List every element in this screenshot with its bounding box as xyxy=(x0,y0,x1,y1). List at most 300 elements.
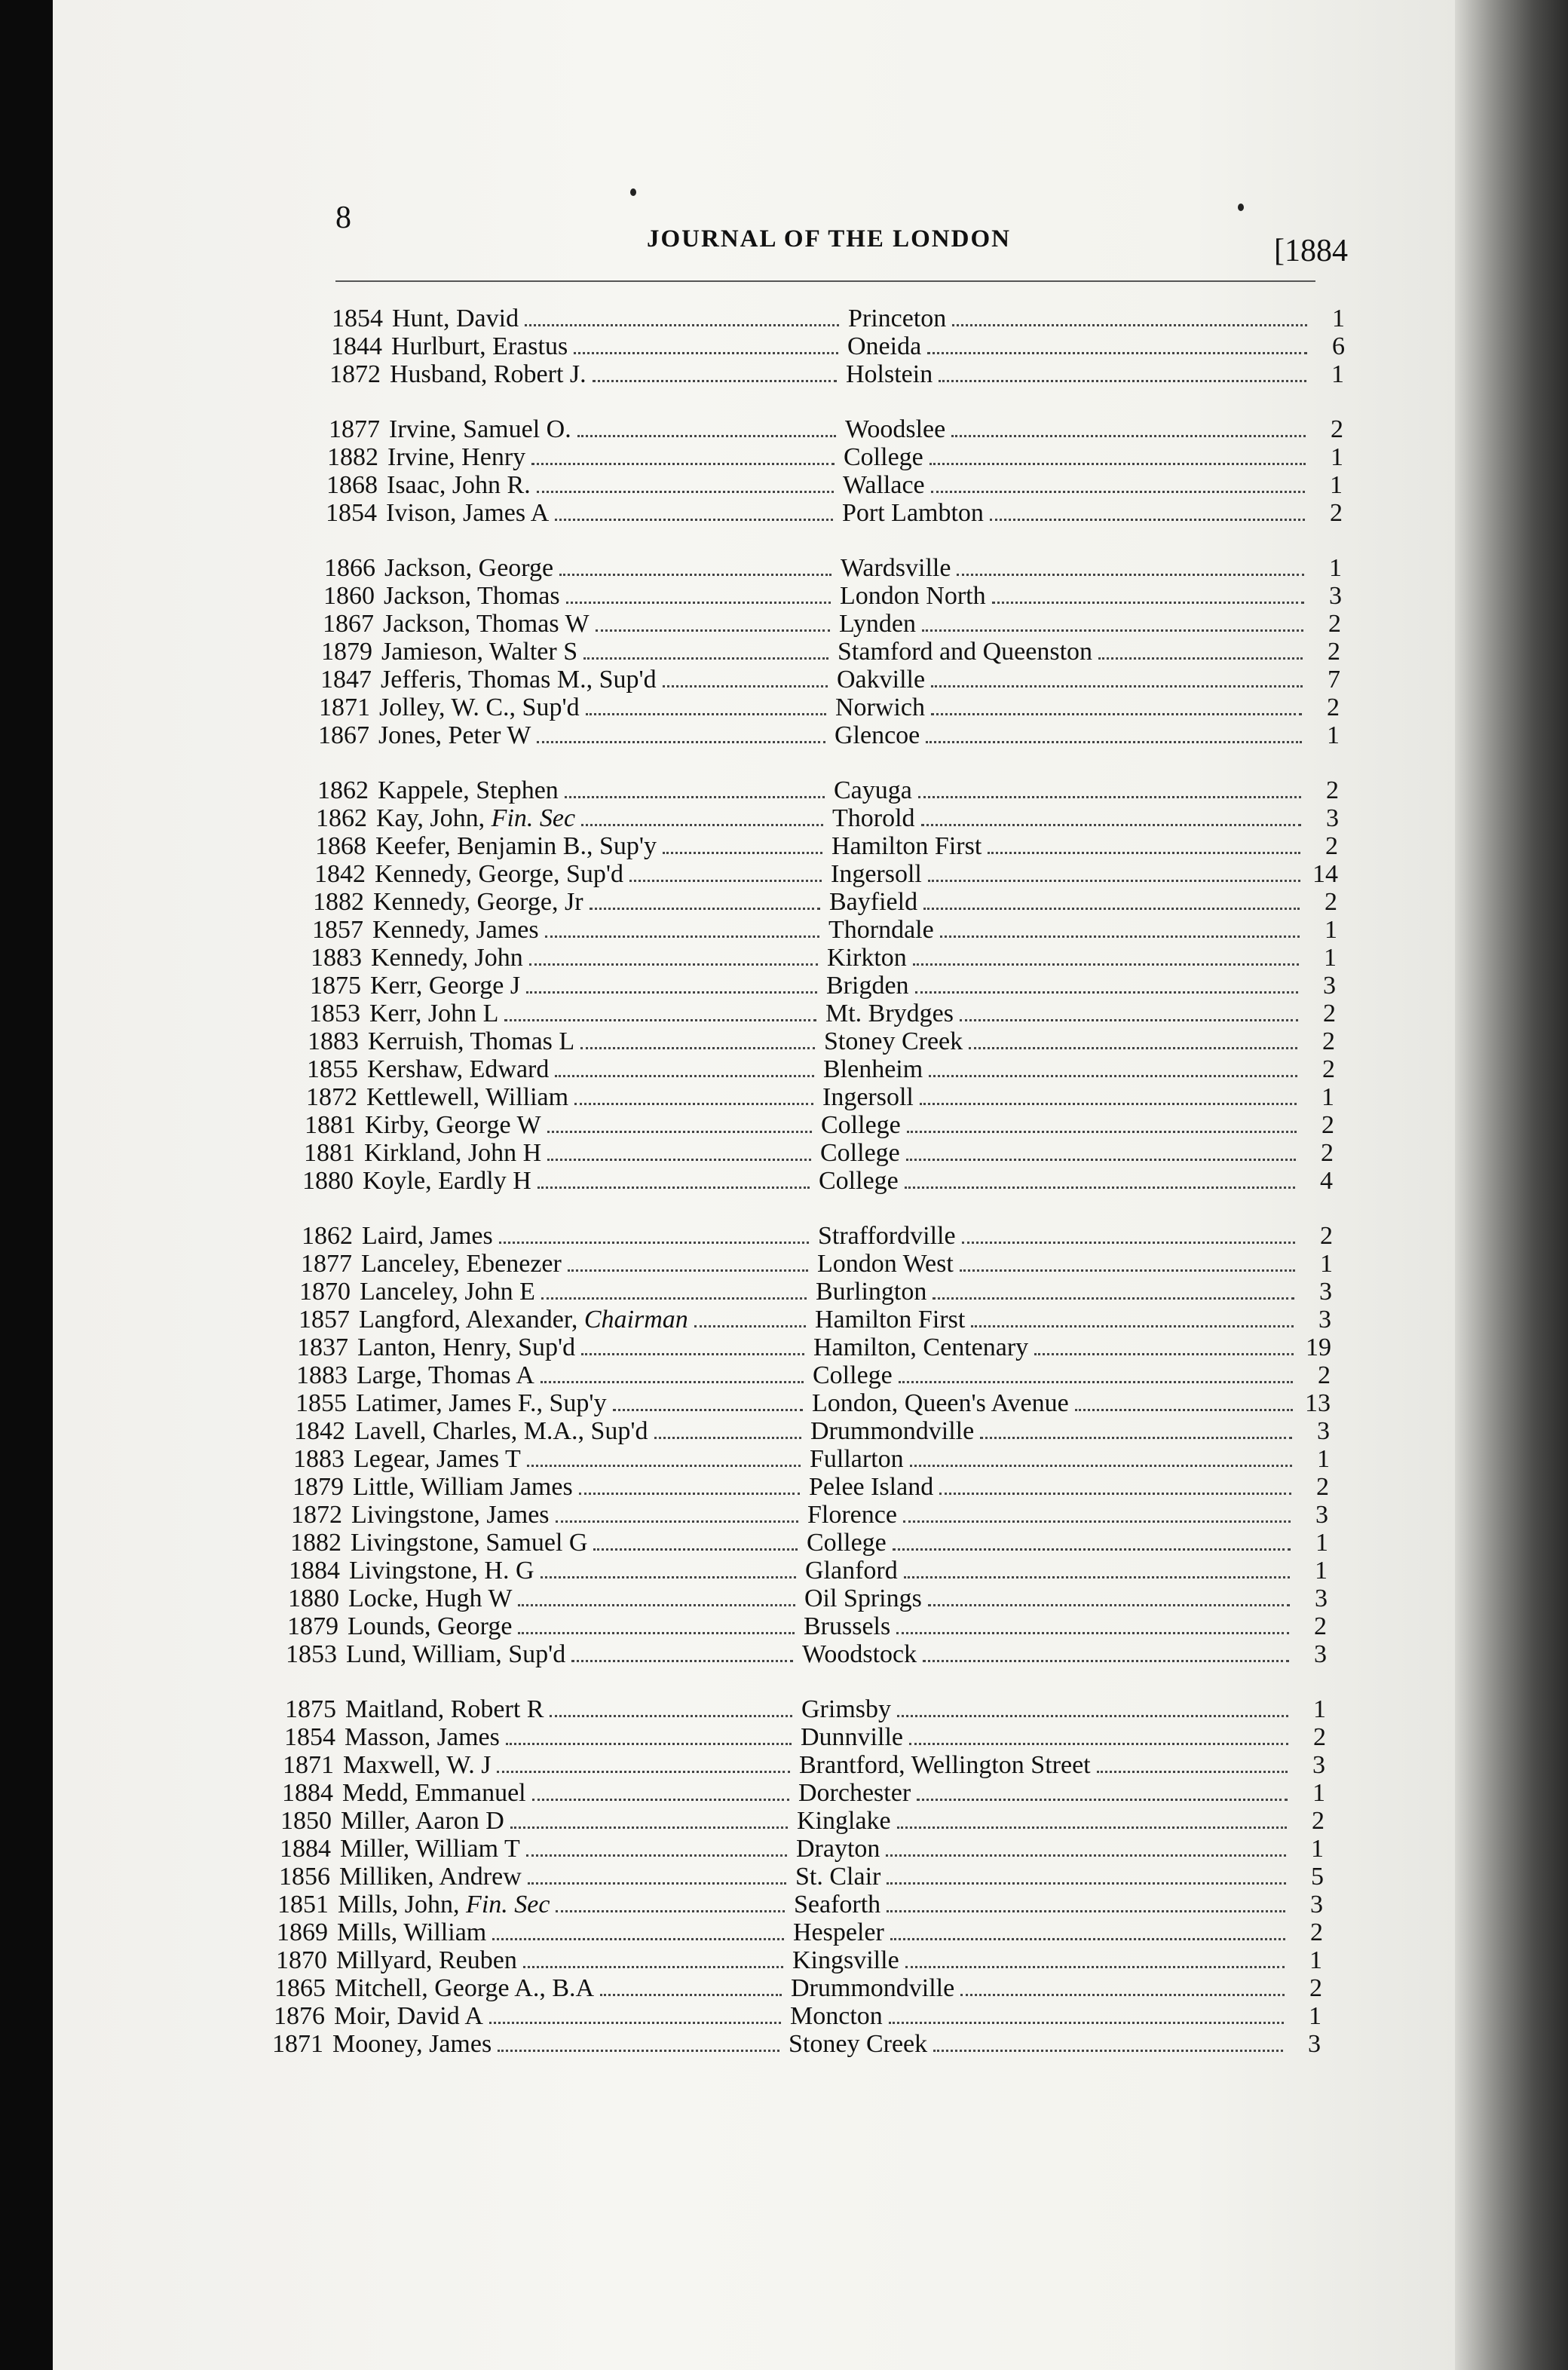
entry-row xyxy=(0,1083,1568,1111)
leader-dots xyxy=(893,1548,1291,1551)
entry-row xyxy=(0,1501,1568,1529)
entry-count: 1 xyxy=(1329,554,1342,582)
leader-dots xyxy=(556,1910,785,1912)
leader-dots xyxy=(921,824,1301,826)
entry-name xyxy=(392,305,519,333)
leader-dots xyxy=(907,1131,1297,1133)
entry-year: 1855 xyxy=(296,1389,347,1417)
leader-dots xyxy=(890,1938,1285,1940)
entry-group xyxy=(0,1695,1568,2058)
leader-dots xyxy=(910,1465,1292,1467)
entry-name-text: Kerruish, Thomas L xyxy=(368,1027,575,1055)
entry-name-text: Large, Thomas A xyxy=(357,1361,534,1389)
leader-dots xyxy=(897,1715,1288,1717)
leader-dots xyxy=(929,1075,1297,1077)
entry-year: 1871 xyxy=(272,2030,323,2058)
entry-year: 1883 xyxy=(311,944,362,972)
entry-place: Bayfield xyxy=(829,888,918,916)
leader-dots xyxy=(556,1520,798,1523)
entry-row xyxy=(0,1891,1568,1918)
entry-name-text: Kettlewell, William xyxy=(366,1083,569,1111)
entry-place: College xyxy=(819,1167,899,1195)
entry-name-text: Langford, Alexander, xyxy=(359,1306,584,1334)
entry-name-text: Miller, Aaron D xyxy=(341,1807,504,1835)
running-title: JOURNAL OF THE LONDON xyxy=(647,225,1011,253)
leader-dots xyxy=(903,1520,1291,1523)
entry-count: 1 xyxy=(1315,1529,1328,1557)
entry-row xyxy=(0,1111,1568,1139)
leader-dots xyxy=(960,1269,1295,1272)
entry-role: Chairman xyxy=(583,1306,688,1334)
leader-dots xyxy=(523,1966,783,1968)
entry-role: Fin. Sec xyxy=(466,1891,550,1918)
entry-year: 1884 xyxy=(282,1779,333,1807)
entry-name-text: Lavell, Charles, M.A., Sup'd xyxy=(354,1417,648,1445)
entry-row xyxy=(0,721,1568,749)
entry-year: 1881 xyxy=(304,1139,355,1167)
entry-name xyxy=(375,832,657,861)
entry-place: College xyxy=(807,1529,887,1557)
entry-row xyxy=(0,1612,1568,1640)
leader-dots xyxy=(547,1131,812,1133)
entry-name xyxy=(362,1222,493,1251)
entry-name-text: Kennedy, John xyxy=(371,944,523,972)
entry-place: Fullarton xyxy=(810,1445,904,1473)
entry-year: 1854 xyxy=(326,499,377,527)
entry-row xyxy=(0,1640,1568,1668)
entry-place: Woodstock xyxy=(802,1640,917,1668)
entry-name-text: Lounds, George xyxy=(348,1612,513,1640)
entry-count: 2 xyxy=(1325,888,1337,916)
entry-year: 1853 xyxy=(309,1000,360,1027)
entry-group xyxy=(0,1222,1568,1668)
entry-year: 1870 xyxy=(299,1278,351,1306)
entry-count: 2 xyxy=(1309,1974,1322,2002)
leader-dots xyxy=(889,2022,1284,2024)
entry-count: 6 xyxy=(1332,332,1345,360)
entry-name xyxy=(354,1417,648,1446)
leader-dots xyxy=(926,741,1302,743)
leader-dots xyxy=(532,1799,789,1801)
leader-dots xyxy=(904,1576,1290,1578)
entry-row xyxy=(0,1445,1568,1473)
entry-place: Stoney Creek xyxy=(824,1027,963,1055)
entry-count: 7 xyxy=(1328,666,1340,694)
entry-name-text: Hunt, David xyxy=(392,305,519,332)
leader-dots xyxy=(886,1854,1286,1857)
entry-name xyxy=(363,1167,531,1196)
leader-dots xyxy=(929,463,1306,465)
entry-name-text: Miller, William T xyxy=(340,1835,520,1863)
ink-speck xyxy=(630,188,636,196)
entry-name-text: Mitchell, George A., B.A xyxy=(335,1974,595,2002)
entry-place: Oneida xyxy=(847,332,922,360)
entry-place: Kinglake xyxy=(797,1807,891,1835)
leader-dots xyxy=(526,1854,787,1857)
entry-name xyxy=(354,1445,521,1474)
leader-dots xyxy=(586,713,826,715)
leader-dots xyxy=(915,991,1298,994)
entry-count: 3 xyxy=(1319,1278,1332,1306)
entry-row xyxy=(0,1695,1568,1723)
entry-name xyxy=(345,1723,500,1752)
leader-dots xyxy=(899,1381,1293,1383)
entry-count: 1 xyxy=(1311,1835,1324,1863)
entry-place: Dunnville xyxy=(801,1723,903,1751)
entry-name-text: Masson, James xyxy=(345,1723,500,1751)
entry-year: 1842 xyxy=(294,1417,345,1445)
entry-year: 1837 xyxy=(297,1334,348,1361)
entry-row xyxy=(0,1557,1568,1585)
entry-year: 1881 xyxy=(305,1111,356,1139)
leader-dots xyxy=(887,1882,1286,1885)
entry-year: 1872 xyxy=(291,1501,342,1529)
entry-name xyxy=(386,499,549,528)
leader-dots xyxy=(962,1242,1295,1244)
entry-group xyxy=(0,776,1568,1195)
entry-count: 2 xyxy=(1318,1361,1331,1389)
entry-name-text: Jackson, Thomas xyxy=(384,582,560,610)
entry-count: 1 xyxy=(1309,2002,1321,2030)
leader-dots xyxy=(537,1187,810,1189)
leader-dots xyxy=(531,463,835,465)
entry-count: 1 xyxy=(1325,916,1337,944)
entry-count: 2 xyxy=(1312,1807,1325,1835)
entry-name xyxy=(369,1000,498,1028)
entry-place: Brigden xyxy=(826,972,909,1000)
entry-name-text: Kay, John, xyxy=(376,804,492,832)
entry-count: 4 xyxy=(1320,1167,1333,1195)
entry-name xyxy=(373,888,583,917)
entry-year: 1867 xyxy=(323,610,374,638)
entry-name-text: Maitland, Robert R xyxy=(345,1695,544,1723)
entry-year: 1847 xyxy=(320,666,372,694)
entry-name xyxy=(359,1306,688,1334)
entry-year: 1880 xyxy=(302,1167,354,1195)
entry-name xyxy=(351,1501,550,1529)
entry-place: Drummondville xyxy=(810,1417,975,1445)
entry-year: 1877 xyxy=(329,415,380,443)
entry-place: Blenheim xyxy=(823,1055,923,1083)
leader-dots xyxy=(529,963,818,966)
entry-place: College xyxy=(844,443,923,471)
entry-count: 1 xyxy=(1327,721,1340,749)
entry-name-text: Jefferis, Thomas M., Sup'd xyxy=(381,666,657,694)
entry-place: Straffordville xyxy=(818,1222,956,1250)
leader-dots xyxy=(596,629,830,632)
entry-name-text: Kennedy, James xyxy=(372,916,539,944)
entry-count: 1 xyxy=(1324,944,1337,972)
leader-dots xyxy=(492,1938,784,1940)
leader-dots xyxy=(555,1075,814,1077)
entry-name xyxy=(383,610,590,638)
entry-year: 1862 xyxy=(302,1222,353,1250)
entry-year: 1856 xyxy=(279,1863,330,1891)
leader-dots xyxy=(1097,1771,1288,1773)
entry-name-text: Koyle, Eardly H xyxy=(363,1167,531,1195)
entry-year: 1842 xyxy=(314,860,366,888)
entry-place: Grimsby xyxy=(801,1695,891,1723)
entry-row xyxy=(0,666,1568,694)
entry-row xyxy=(0,1167,1568,1195)
leader-dots xyxy=(568,1269,808,1272)
entry-name xyxy=(379,694,580,722)
entry-row xyxy=(0,471,1568,499)
entry-year: 1867 xyxy=(318,721,369,749)
leader-dots xyxy=(579,1493,800,1495)
entry-count: 5 xyxy=(1311,1863,1324,1891)
leader-dots xyxy=(574,352,838,354)
leader-dots xyxy=(545,935,819,938)
entry-name-text: Little, William James xyxy=(353,1473,573,1501)
leader-dots xyxy=(555,519,833,521)
leader-dots xyxy=(917,1799,1288,1801)
leader-dots xyxy=(928,880,1300,882)
entry-name-text: Laird, James xyxy=(362,1222,493,1250)
entry-count: 2 xyxy=(1327,694,1340,721)
entry-year: 1862 xyxy=(316,804,367,832)
entry-place: Princeton xyxy=(848,305,947,332)
entry-name-text: Keefer, Benjamin B., Sup'y xyxy=(375,832,657,860)
entry-group xyxy=(0,554,1568,749)
entry-name xyxy=(368,1027,574,1056)
entry-year: 1879 xyxy=(287,1612,338,1640)
entry-year: 1879 xyxy=(292,1473,344,1501)
entry-row xyxy=(0,1027,1568,1055)
entry-row xyxy=(0,1334,1568,1361)
entry-name xyxy=(356,1389,607,1418)
leader-dots xyxy=(593,1548,798,1551)
entry-count: 2 xyxy=(1314,1612,1327,1640)
leader-dots xyxy=(909,1743,1288,1745)
entry-row xyxy=(0,832,1568,860)
entry-name xyxy=(332,2030,492,2059)
leader-dots xyxy=(527,1465,801,1467)
leader-dots xyxy=(918,796,1301,798)
entry-name-text: Kennedy, George, Jr xyxy=(373,888,583,916)
entry-name xyxy=(387,471,531,500)
entry-row xyxy=(0,1974,1568,2002)
entry-year: 1855 xyxy=(307,1055,358,1083)
entry-name xyxy=(381,638,577,666)
entry-place: Drayton xyxy=(796,1835,880,1863)
leader-dots xyxy=(518,1632,795,1634)
entry-count: 2 xyxy=(1321,1111,1334,1139)
entry-row xyxy=(0,972,1568,1000)
entry-year: 1860 xyxy=(323,582,375,610)
leader-dots xyxy=(969,1047,1297,1049)
entry-name-text: Isaac, John R. xyxy=(387,471,531,499)
leader-dots xyxy=(988,852,1300,854)
entry-name xyxy=(360,1278,535,1306)
leader-dots xyxy=(957,574,1304,576)
entry-place: Hamilton First xyxy=(815,1306,966,1334)
entry-name xyxy=(348,1585,512,1613)
leader-dots xyxy=(518,1604,795,1606)
leader-dots xyxy=(528,1882,786,1885)
entry-row xyxy=(0,2030,1568,2058)
leader-dots xyxy=(541,1297,807,1300)
entry-place: Holstein xyxy=(846,360,933,388)
entry-count: 2 xyxy=(1310,1918,1323,1946)
entry-name xyxy=(357,1361,534,1390)
entry-name xyxy=(346,1640,565,1669)
entry-year: 1880 xyxy=(288,1585,339,1612)
leader-dots xyxy=(547,1159,811,1161)
entry-count: 13 xyxy=(1305,1389,1331,1417)
leader-dots xyxy=(905,1187,1295,1189)
entry-name-text: Hurlburt, Erastus xyxy=(391,332,568,360)
entry-name xyxy=(366,1083,568,1112)
entry-year: 1882 xyxy=(290,1529,341,1557)
entry-place: Ingersoll xyxy=(831,860,922,888)
entry-place: Wardsville xyxy=(841,554,951,582)
entry-row xyxy=(0,1417,1568,1445)
entry-name xyxy=(338,1891,550,1919)
entry-year: 1877 xyxy=(301,1250,352,1278)
leader-dots xyxy=(581,1353,804,1355)
entry-name-text: Lund, William, Sup'd xyxy=(346,1640,566,1668)
leader-dots xyxy=(933,1297,1294,1300)
leader-dots xyxy=(581,824,823,826)
leader-dots xyxy=(1034,1353,1294,1355)
entry-year: 1857 xyxy=(312,916,363,944)
entry-place: London North xyxy=(840,582,986,610)
leader-dots xyxy=(939,380,1306,382)
leader-dots xyxy=(506,1743,792,1745)
entry-year: 1883 xyxy=(296,1361,348,1389)
entry-count: 2 xyxy=(1331,415,1343,443)
entry-count: 2 xyxy=(1322,1055,1335,1083)
entry-name xyxy=(348,1612,512,1641)
leader-dots xyxy=(498,2050,779,2052)
entry-place: Pelee Island xyxy=(809,1473,934,1501)
entry-name-text: Latimer, James F., Sup'y xyxy=(356,1389,607,1417)
entry-row xyxy=(0,776,1568,804)
entry-place: Wallace xyxy=(843,471,925,499)
entry-count: 1 xyxy=(1320,1250,1333,1278)
entry-row xyxy=(0,1918,1568,1946)
entry-place: Hespeler xyxy=(793,1918,884,1946)
entry-place: Norwich xyxy=(835,694,925,721)
entry-name-text: Milliken, Andrew xyxy=(339,1863,522,1891)
entry-year: 1868 xyxy=(326,471,378,499)
entry-name-text: Kershaw, Edward xyxy=(367,1055,550,1083)
entry-name xyxy=(335,1974,594,2003)
entry-name xyxy=(371,944,523,972)
entry-name-text: Moir, David A xyxy=(334,2002,483,2030)
entry-place: Thorndale xyxy=(828,916,934,944)
entry-count: 1 xyxy=(1332,305,1345,332)
entry-name-text: Medd, Emmanuel xyxy=(342,1779,526,1807)
leader-dots xyxy=(971,1325,1294,1327)
leader-dots xyxy=(923,908,1300,910)
entry-name-text: Locke, Hugh W xyxy=(348,1585,513,1612)
entry-year: 1879 xyxy=(321,638,372,666)
entry-row xyxy=(0,415,1568,443)
entry-name-text: Jamieson, Walter S xyxy=(381,638,578,666)
entry-row xyxy=(0,2002,1568,2030)
entry-name xyxy=(376,804,575,833)
leader-dots xyxy=(923,1660,1289,1662)
entry-count: 1 xyxy=(1315,1557,1328,1585)
entry-row xyxy=(0,1723,1568,1751)
entry-row xyxy=(0,1585,1568,1612)
entry-row xyxy=(0,1361,1568,1389)
entry-count: 2 xyxy=(1330,499,1343,527)
entry-year: 1875 xyxy=(285,1695,336,1723)
entry-count: 14 xyxy=(1312,860,1338,888)
entry-place: Moncton xyxy=(790,2002,883,2030)
entry-name xyxy=(370,972,520,1000)
entry-place: Stamford and Queenston xyxy=(838,638,1093,666)
entry-name-text: Kerr, John L xyxy=(369,1000,499,1027)
leader-dots xyxy=(489,2022,781,2024)
leader-dots xyxy=(613,1409,803,1411)
entry-name-text: Lanceley, John E xyxy=(360,1278,535,1306)
entry-name xyxy=(375,860,623,889)
header-rule xyxy=(335,280,1315,282)
leader-dots xyxy=(694,1325,806,1327)
entry-count: 2 xyxy=(1321,1139,1334,1167)
entry-row xyxy=(0,888,1568,916)
entry-row xyxy=(0,1946,1568,1974)
entry-name-text: Livingstone, H. G xyxy=(349,1557,534,1585)
entry-row xyxy=(0,305,1568,332)
entry-row xyxy=(0,1000,1568,1027)
membership-list xyxy=(0,305,1568,2085)
leader-dots xyxy=(931,713,1302,715)
entry-row xyxy=(0,582,1568,610)
entry-name xyxy=(343,1751,491,1780)
leader-dots xyxy=(654,1437,801,1439)
entry-count: 2 xyxy=(1328,610,1341,638)
entry-count: 2 xyxy=(1328,638,1340,666)
entry-name xyxy=(336,1946,517,1975)
leader-dots xyxy=(565,796,825,798)
entry-row xyxy=(0,694,1568,721)
entry-name-text: Kirkland, John H xyxy=(364,1139,542,1167)
entry-place: Seaforth xyxy=(794,1891,881,1918)
entry-name-text: Jackson, George xyxy=(384,554,554,582)
entry-name-text: Mooney, James xyxy=(332,2030,492,2058)
entry-count: 2 xyxy=(1313,1723,1326,1751)
entry-year: 1868 xyxy=(315,832,366,860)
leader-dots xyxy=(1075,1409,1293,1411)
leader-dots xyxy=(510,1826,788,1829)
entry-row xyxy=(0,1779,1568,1807)
entry-year: 1851 xyxy=(277,1891,329,1918)
leader-dots xyxy=(663,685,828,687)
entry-name-text: Legear, James T xyxy=(354,1445,521,1473)
entry-place: Drummondville xyxy=(791,1974,955,2002)
leader-dots xyxy=(951,435,1306,437)
entry-place: Oakville xyxy=(837,666,926,694)
entry-name-text: Mills, William xyxy=(337,1918,487,1946)
entry-place: Kingsville xyxy=(792,1946,899,1974)
leader-dots xyxy=(928,1604,1290,1606)
entry-row xyxy=(0,443,1568,471)
entry-year: 1866 xyxy=(324,554,375,582)
leader-dots xyxy=(499,1242,809,1244)
entry-row xyxy=(0,1529,1568,1557)
entry-name-text: Jackson, Thomas W xyxy=(383,610,590,638)
entry-count: 3 xyxy=(1312,1751,1325,1779)
leader-dots xyxy=(887,1910,1285,1912)
entry-row xyxy=(0,1473,1568,1501)
entry-count: 3 xyxy=(1329,582,1342,610)
entry-place: College xyxy=(821,1111,901,1139)
